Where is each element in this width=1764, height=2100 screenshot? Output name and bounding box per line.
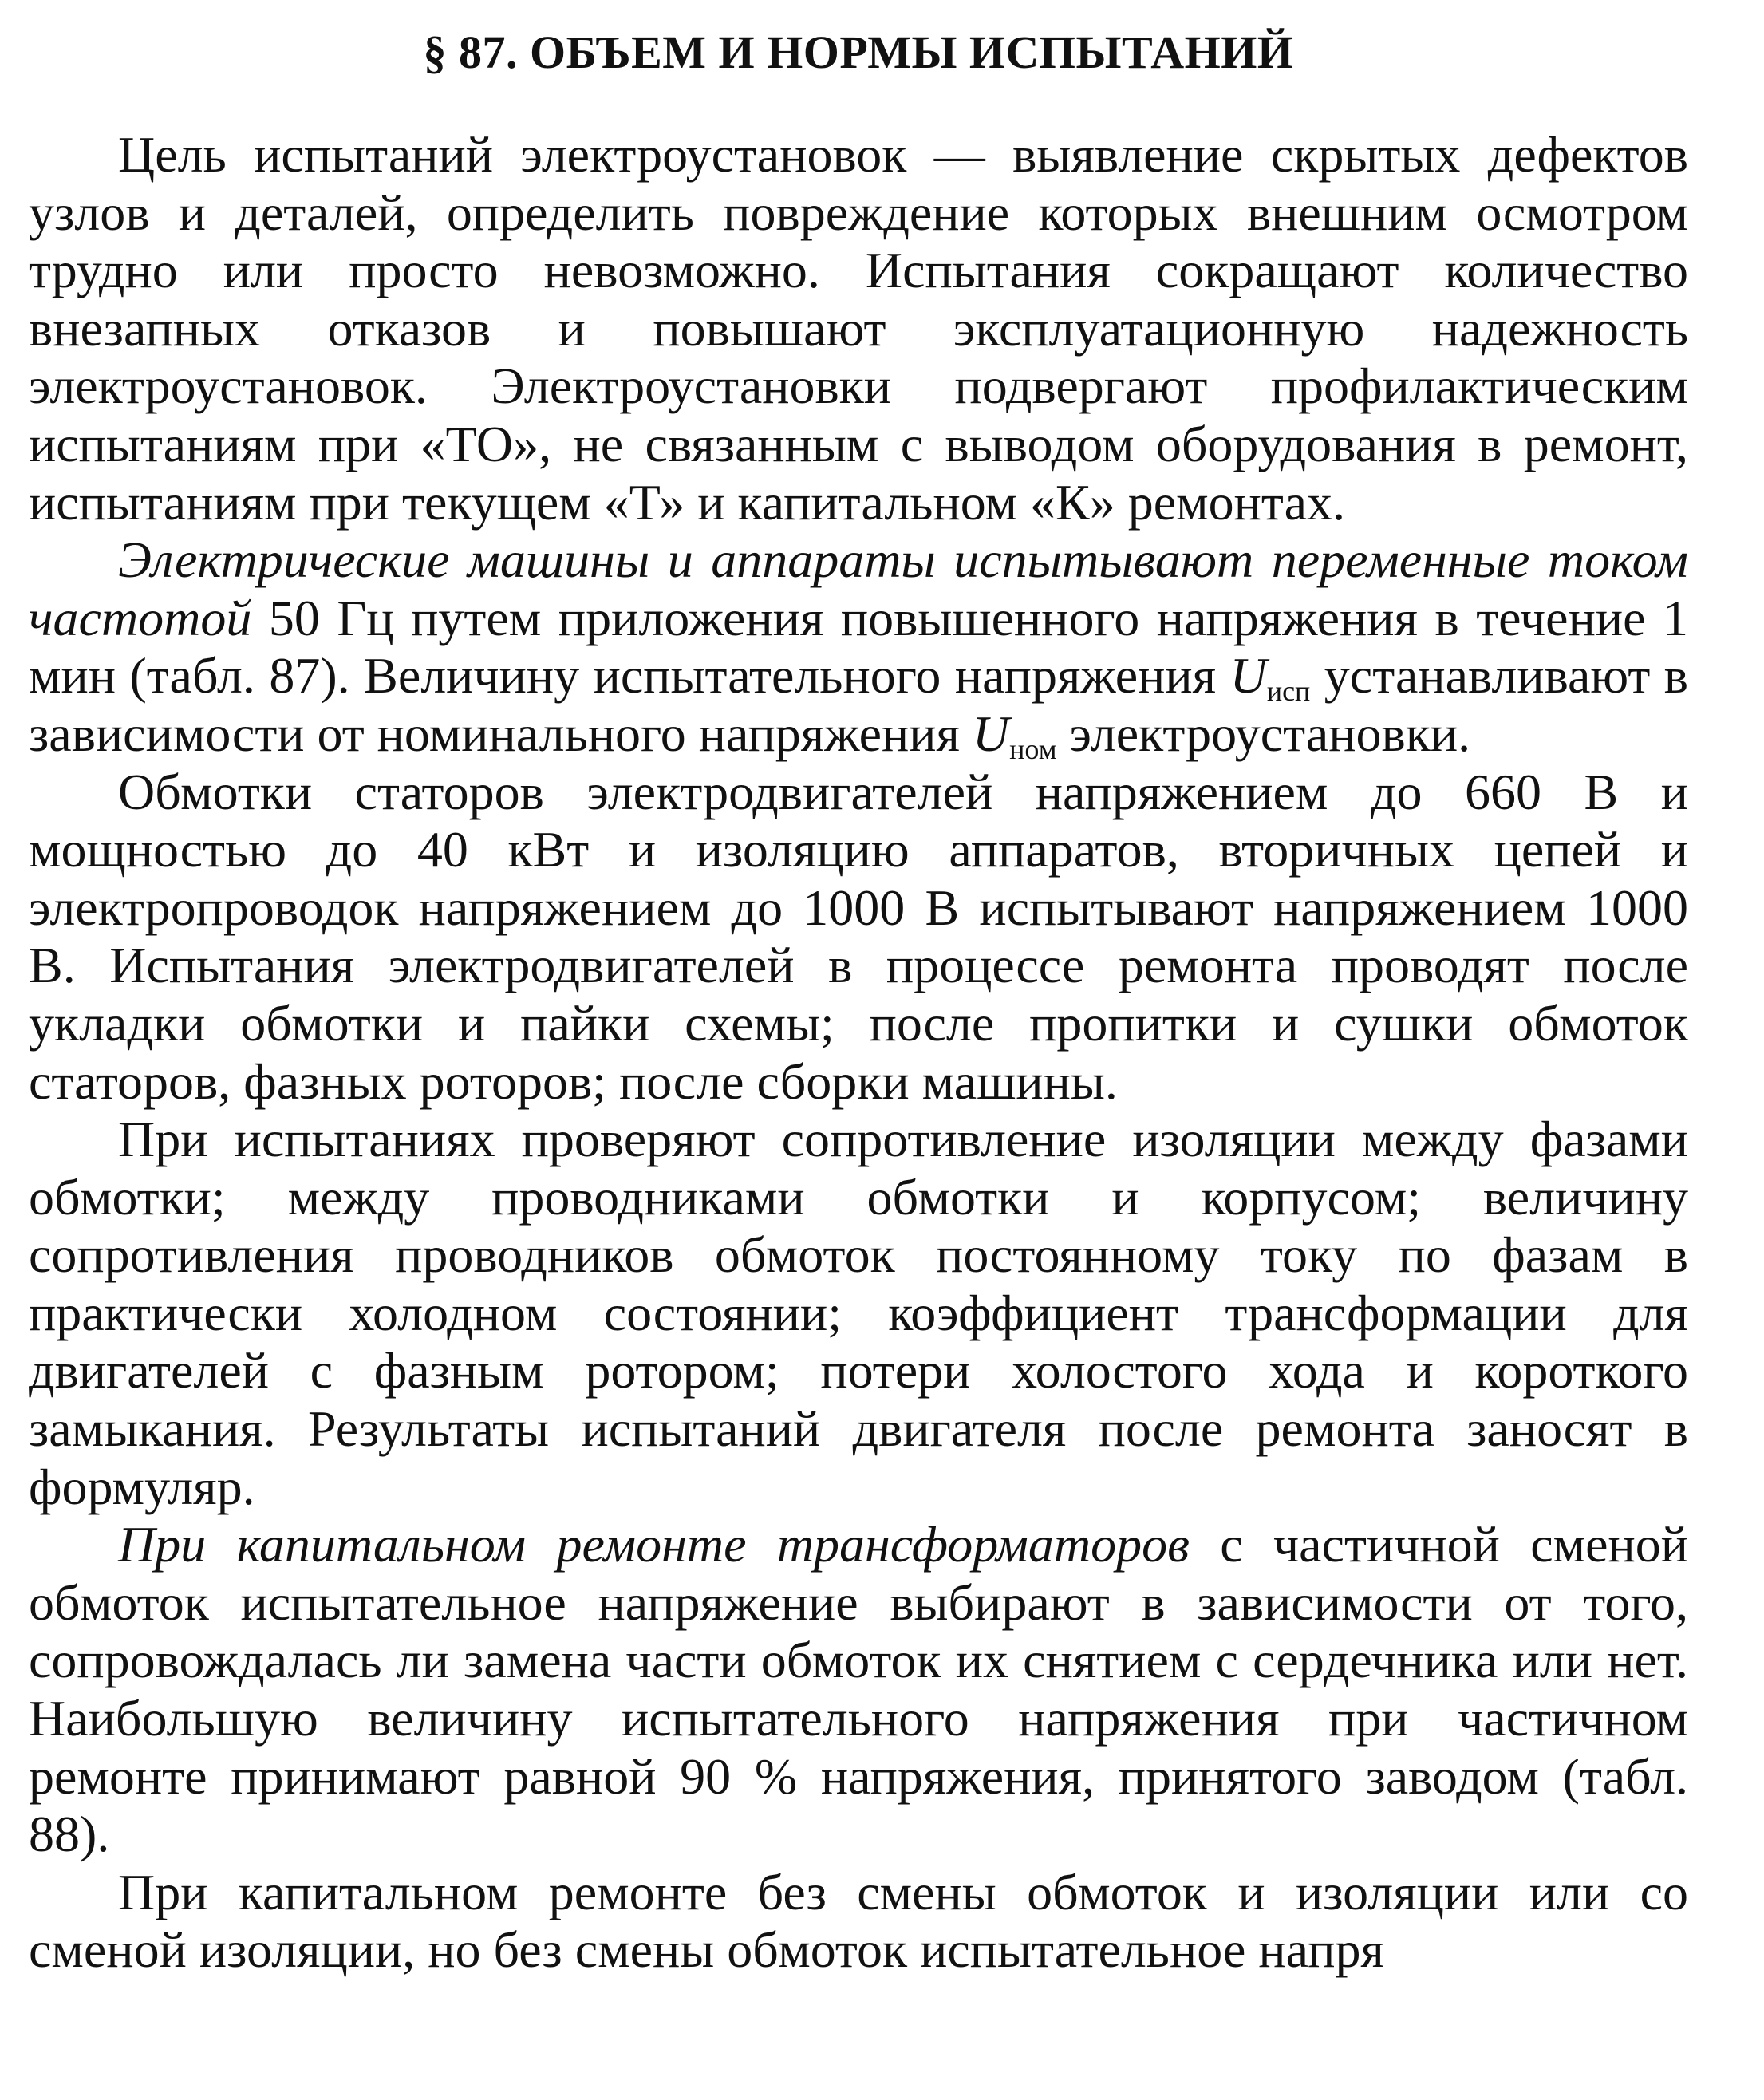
paragraph-1: Цель испытаний электроустановок — выявление скрытых дефектов узлов и деталей, определить повреждение которых внешним осмотром трудно или просто невозможно. Испытания сокращают количество внезапных отказов и повышают эксплуатационную надежность электроустановок. Электроустановки подвергают профилактическим испытаниям при «ТО», не связанным с выводом оборудования в ремонт, испытаниям при текущем «Т» и капитальном «К» ремонтах. [29,126,1688,531]
paragraph-5-italic-lead: При капитальном ремонте трансформаторов [118,1516,1190,1573]
subscript-nominal: ном [1009,732,1057,765]
subscript-test: исп [1266,675,1311,708]
paragraph-3: Обмотки статоров электродвигателей напряжением до 660 В и мощностью до 40 кВт и изоляцию аппаратов, вторичных цепей и электропроводок напряжением до 1000 В испытывают напряжением 1000 В. Испытания электродвигателей в процессе ремонта проводят после укладки обмотки и пайки схемы; после пропитки и сушки обмоток статоров, фазных роторов; после сборки машины. [29,763,1688,1110]
paragraph-6: При капитальном ремонте без смены обмоток и изоляции или со сменой изоляции, но без смены обмоток испытательное напря [29,1863,1688,1979]
document-page [29,24,1688,1980]
paragraph-4: При испытаниях проверяют сопротивление изоляции между фазами обмотки; между проводниками обмотки и корпусом; величину сопротивления проводников обмоток постоянному току по фазам в практически холодном состоянии; коэффициент трансформации для двигателей с фазным ротором; потери холостого хода и короткого замыкания. Результаты испытаний двигателя после ремонта заносят в формуляр. [29,1111,1688,1515]
paragraph-5-text: с частичной сменой обмоток испытательное напряжение выбирают в зависимости от того, сопровождалась ли замена части обмоток их снятием с сердечника или нет. Наибольшую величину испытательного напряжения при частичном ремонте принимают равной 90 % напряжения, принятого заводом (табл. 88). [29,1516,1688,1863]
paragraph-2-text-b: устанавливают в зависимости от номинального напряжения [29,647,1689,762]
paragraph-2-text-c: электроустановки. [1056,705,1471,762]
voltage-symbol-nominal: U [972,705,1010,762]
paragraph-2-italic-lead: Электрические машины и аппараты испытывают переменные током частотой [29,531,1688,646]
paragraph-2 [29,531,1688,763]
paragraph-5 [29,1516,1688,1864]
paragraph-2-text-a: 50 Гц путем приложения повышенного напряжения в течение 1 мин (табл. 87). Величину испытательного напряжения [29,589,1688,705]
voltage-symbol-test: U [1229,647,1267,705]
section-heading: § 87. ОБЪЕМ И НОРМЫ ИСПЫТАНИЙ [423,26,1294,78]
